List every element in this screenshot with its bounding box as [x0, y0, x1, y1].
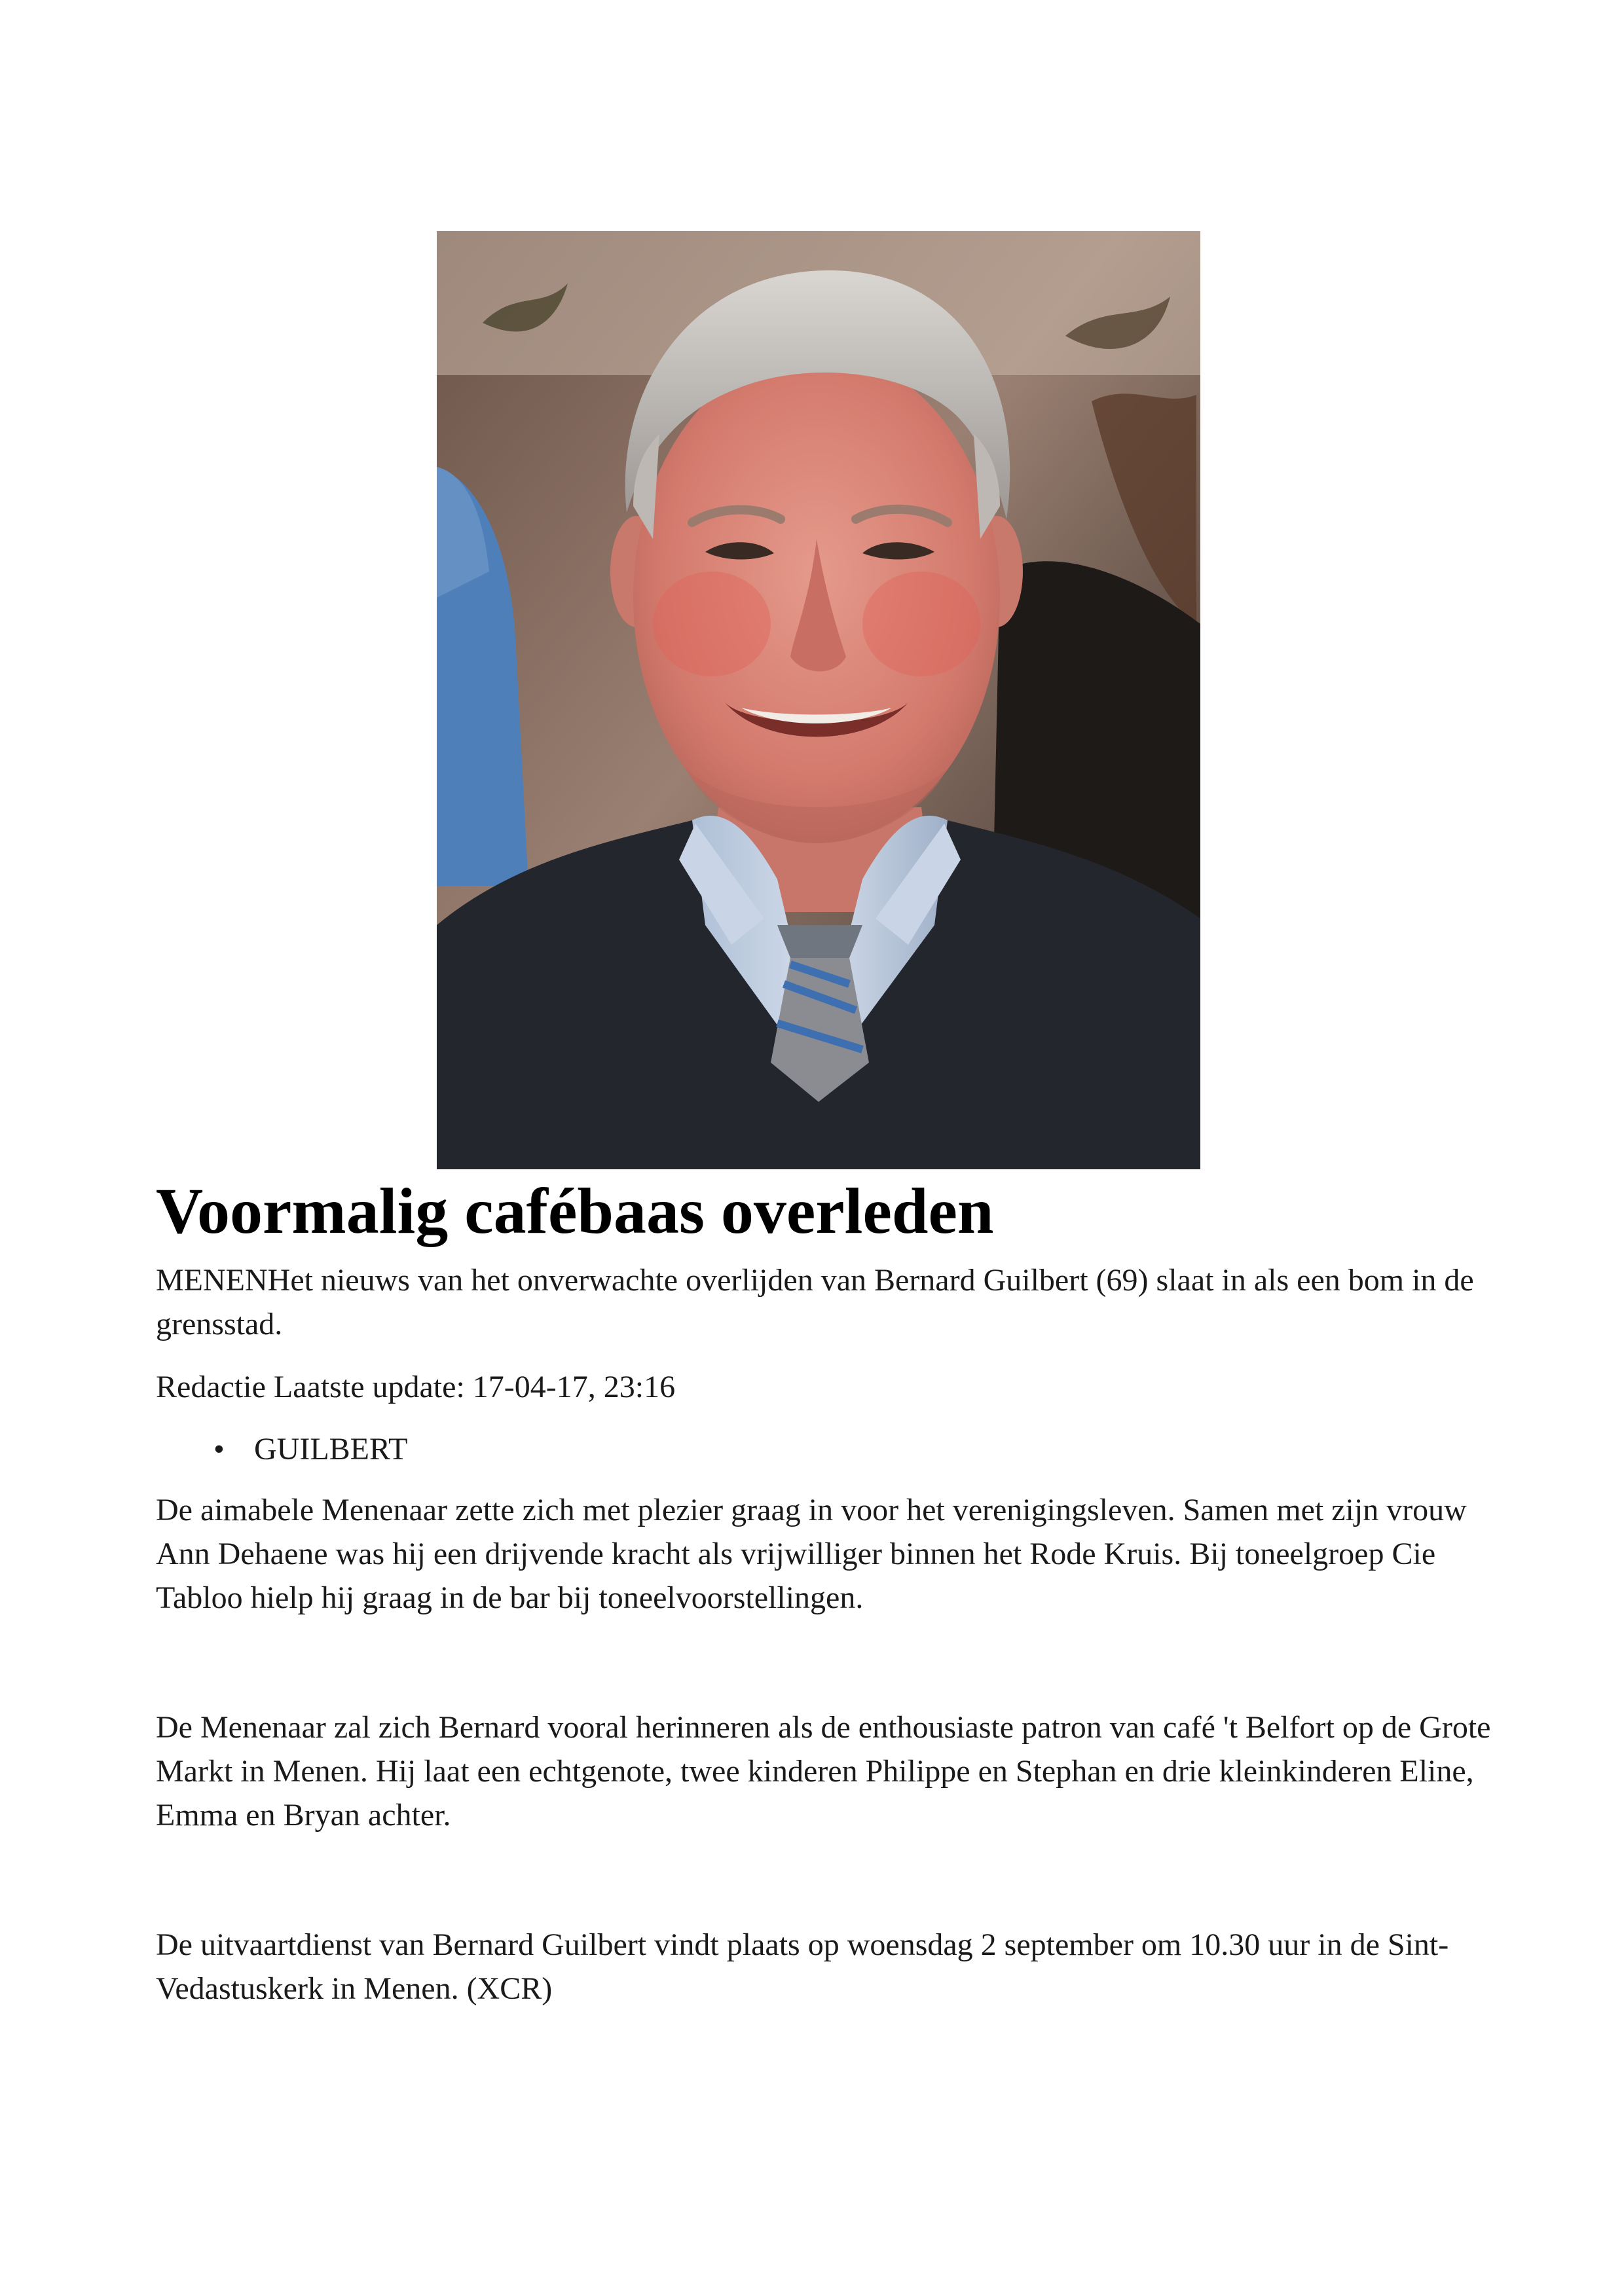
lead-text: Het nieuws van het onverwachte overlijden van Bernard Guilbert (69) slaat in als een bom in de grensstad.	[156, 1263, 1474, 1341]
tag-item[interactable]	[156, 1427, 407, 1471]
article-paragraph: De uitvaartdienst van Bernard Guilbert vindt plaats op woensdag 2 september om 10.30 uur in de Sint-Vedastuskerk in Menen. (XCR)	[156, 1927, 1449, 2006]
article-paragraph: De Menenaar zal zich Bernard vooral herinneren als de enthousiaste patron van café 't Belfort op de Grote Markt in Menen. Hij laat een echtgenote, twee kinderen Philippe en Stephan en drie kleinkinderen Eline, Emma en Bryan achter.	[156, 1710, 1491, 1832]
article-headline: Voormalig cafébaas overleden	[156, 1175, 994, 1247]
article-byline: Redactie Laatste update: 17-04-17, 23:16	[156, 1370, 676, 1404]
tag-label[interactable]: GUILBERT	[254, 1432, 408, 1467]
lead-place: MENEN	[156, 1263, 268, 1298]
bullet-icon: •	[213, 1432, 225, 1467]
tag-list	[156, 1427, 407, 1471]
article-paragraph: De aimabele Menenaar zette zich met plezier graag in voor het verenigingsleven. Samen met zijn vrouw Ann Dehaene was hij een drijvende kracht als vrijwilliger binnen het Rode Kruis. Bij toneelgroep Cie Tabloo hielp hij graag in de bar bij toneelvoorstellingen.	[156, 1493, 1467, 1615]
portrait-photo	[437, 231, 1200, 1169]
article-lead	[156, 1258, 1492, 1346]
